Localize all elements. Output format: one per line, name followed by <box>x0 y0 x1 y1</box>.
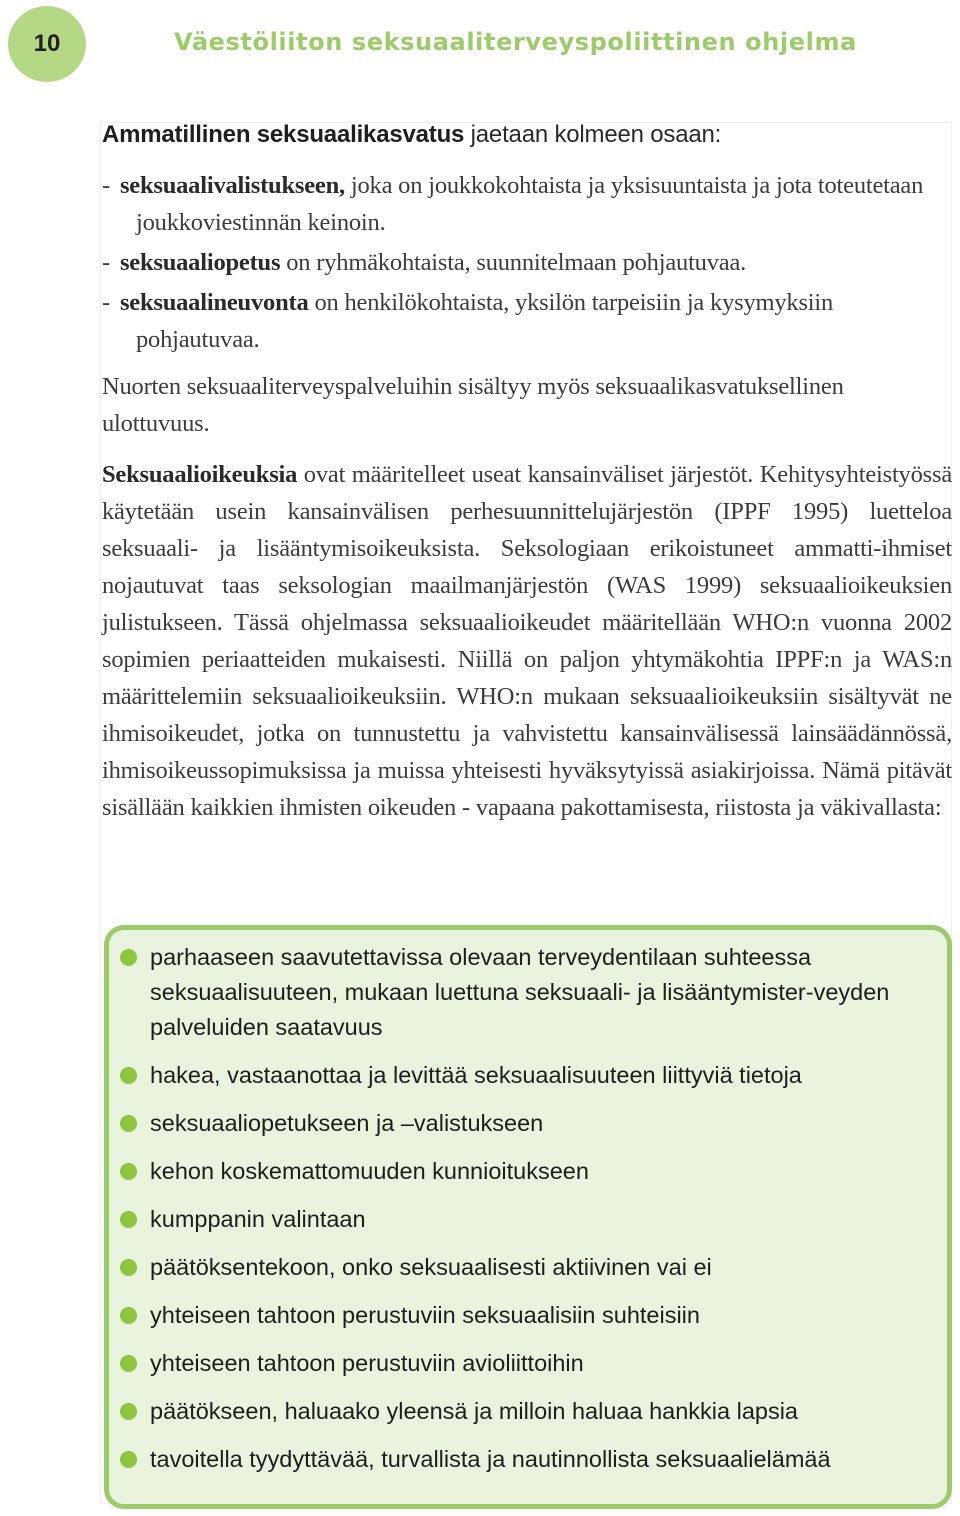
dash-marker: - <box>102 249 110 276</box>
rights-list <box>120 940 940 1490</box>
rights-list-item <box>120 1154 940 1189</box>
bullet-icon <box>120 1403 137 1420</box>
rights-text: hakea, vastaanottaa ja levittää seksuaalisuuteen liittyviä tietoja <box>150 1062 802 1088</box>
rights-text: kehon koskemattomuuden kunnioitukseen <box>150 1158 589 1184</box>
list-item <box>102 167 952 241</box>
body-text <box>102 116 952 826</box>
rights-text: päätökseen, haluaako yleensä ja milloin haluaa hankkia lapsia <box>150 1398 798 1424</box>
intro-line <box>102 116 952 153</box>
rights-list-item <box>120 1346 940 1381</box>
rights-text: yhteiseen tahtoon perustuviin seksuaalisiin suhteisiin <box>150 1302 700 1328</box>
page-number: 10 <box>33 30 61 57</box>
rights-list-item <box>120 1298 940 1333</box>
list-term: seksuaaliopetus <box>119 249 281 276</box>
rights-list-item <box>120 940 940 1045</box>
rights-text: päätöksentekoon, onko seksuaalisesti aktiivinen vai ei <box>150 1254 712 1280</box>
dash-marker: - <box>102 289 110 316</box>
rights-list-item <box>120 1202 940 1237</box>
list-term: seksuaalivalistukseen, <box>119 172 345 199</box>
rights-text: kumppanin valintaan <box>150 1206 366 1232</box>
list-text: on ryhmäkohtaista, suunnitelmaan pohjautuvaa. <box>280 249 747 276</box>
list-text: on henkilökohtaista, yksilön tarpeisiin ja kysymyksiin pohjautuvaa. <box>136 289 834 353</box>
rights-text: yhteiseen tahtoon perustuviin avioliittoihin <box>150 1350 584 1376</box>
dash-marker: - <box>102 172 110 199</box>
bullet-icon <box>120 1211 137 1228</box>
bullet-icon <box>120 949 137 966</box>
intro-rest: jaetaan kolmeen osaan: <box>464 121 722 148</box>
para-text: ovat määritelleet useat kansainväliset järjestöt. Kehitysyhteistyössä käytetään usein kansainvälisen perhesuunnittelujärjestön (IPPF 1995) luetteloa seksuaali- ja lisääntymisoikeuksista. Seksologiaan erikoistuneet ammatti-ihmiset nojautuvat taas seksologian maailmanjärjestön (WAS 1999) seksuaalioikeuksien julistukseen. Tässä ohjelmassa seksuaalioikeudet määritellään WHO:n vuonna 2002 sopimien periaatteiden mukaisesti. Niillä on paljon yhtymäkohtia IPPF:n ja WAS:n määrittelemiin seksuaalioikeuksiin. WHO:n mukaan seksuaalioikeuksiin sisältyvät ne ihmisoikeudet, jotka on tunnustettu ja vahvistettu kansainvälisessä lainsäädännössä, ihmisoikeussopimuksissa ja muissa yhteisesti hyväksytyissä asiakirjoissa. Nämä pitävät sisällään kaikkien ihmisten oikeuden - vapaana pakottamisesta, riistosta ja väkivallasta: <box>102 461 952 821</box>
rights-list-item <box>120 1058 940 1093</box>
rights-list-item <box>120 1442 940 1477</box>
list-item <box>102 244 952 281</box>
rights-text: parhaaseen saavutettavissa olevaan terveydentilaan suhteessa seksuaalisuuteen, mukaan luettuna seksuaali- ja lisääntymister-veyden palveluiden saatavuus <box>150 944 890 1040</box>
list-text: joka on joukkokohtaista ja yksisuuntaista ja jota toteutetaan joukkoviestinnän keinoin. <box>136 172 924 236</box>
bullet-icon <box>120 1355 137 1372</box>
para-term: Seksuaalioikeuksia <box>102 461 298 488</box>
running-header-title: Väestöliiton seksuaaliterveyspoliittinen ohjelma <box>174 28 857 56</box>
bullet-icon <box>120 1451 137 1468</box>
rights-list-item <box>120 1106 940 1141</box>
list-item <box>102 284 952 358</box>
intro-bold: Ammatillinen seksuaalikasvatus <box>102 121 465 148</box>
list-term: seksuaalineuvonta <box>119 289 309 316</box>
bullet-icon <box>120 1067 137 1084</box>
rights-list-item <box>120 1250 940 1285</box>
rights-list-item <box>120 1394 940 1429</box>
rights-text: tavoitella tyydyttävää, turvallista ja nautinnollista seksuaalielämää <box>150 1446 831 1472</box>
sexual-rights-paragraph <box>102 456 952 826</box>
bullet-icon <box>120 1307 137 1324</box>
page-number-badge <box>8 6 86 82</box>
bullet-icon <box>120 1115 137 1132</box>
rights-text: seksuaaliopetukseen ja –valistukseen <box>150 1110 544 1136</box>
bullet-icon <box>120 1259 137 1276</box>
youth-services-paragraph: Nuorten seksuaaliterveyspalveluihin sisältyy myös seksuaalikasvatuksellinen ulottuvuus. <box>102 373 844 437</box>
bullet-icon <box>120 1163 137 1180</box>
